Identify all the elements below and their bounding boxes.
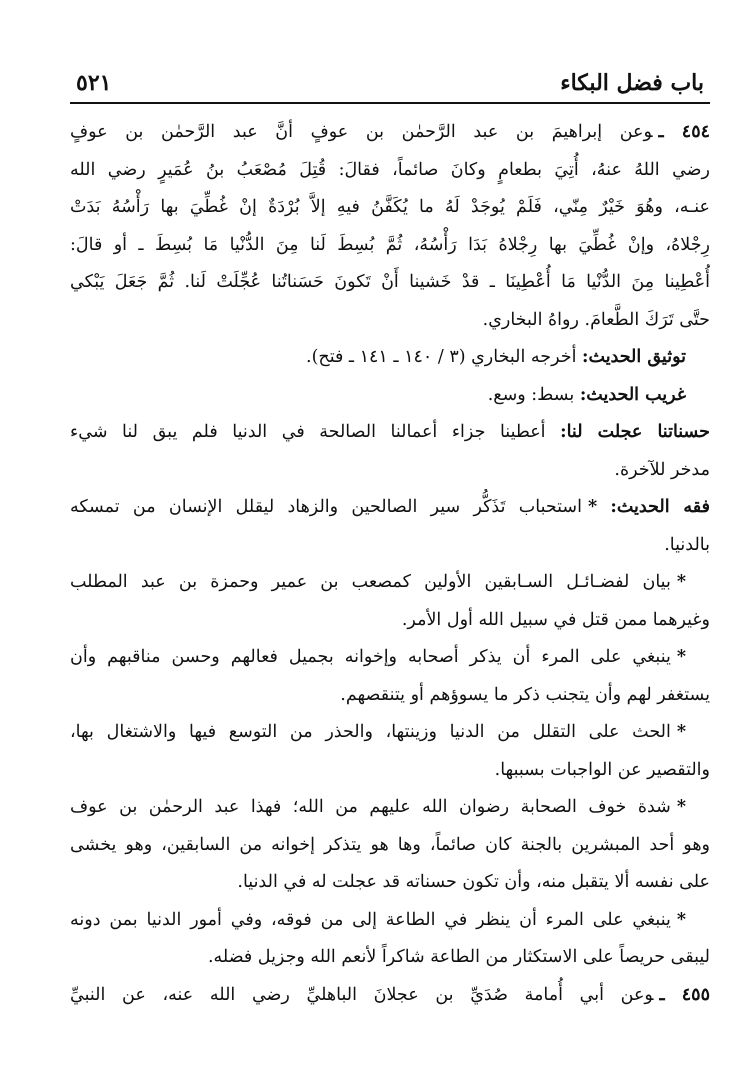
hasanat-line [70, 414, 710, 452]
text-line [70, 902, 710, 940]
bullet-item [70, 902, 710, 977]
text-line: رضي اللهُ عنهُ، أُتِيَ بطعامٍ وكانَ صائماً، فقالَ: قُتِلَ مُصْعَبُ بنُ عُمَيرٍ رضي الله [70, 159, 710, 180]
text-line: حتَّى تَرَكَ الطَّعامَ. رواهُ البخاري. [482, 309, 710, 330]
asterisk-icon: * [676, 647, 686, 667]
bullet-text: الحث على التقلل من الدنيا وزينتها، والحذر من التوسع فيها والاشتغال بها، [70, 722, 671, 742]
hadith-455 [70, 977, 710, 1015]
tawtheeq-line [70, 339, 710, 377]
page-header [70, 70, 710, 104]
asterisk-icon: * [587, 497, 598, 517]
text-line [70, 789, 710, 827]
bullet-item [70, 639, 710, 714]
text-line [70, 114, 710, 152]
page-body [70, 114, 710, 1014]
ghareeb-label: غريب الحديث: [579, 384, 686, 405]
text-line [70, 714, 710, 752]
bullet-text: بيان لفضـائـل السـابقين الأولين كمصعب بن عمير وحمزة بن عبد المطلب [70, 572, 671, 592]
bullet-item [70, 564, 710, 639]
text-line [70, 639, 710, 677]
hasanat-label: حسناتنا عجلت لنا: [560, 422, 710, 442]
bullet-text: ينبغي على المرء أن يذكر أصحابه وإخوانه بجميل فعالهم وحسن مناقبهم وأن [70, 647, 671, 667]
fiqh-label: فقه الحديث: [610, 497, 710, 517]
text-line: وغيرهما ممن قتل في سبيل الله أول الأمر. [401, 609, 710, 630]
text-line: رِجْلاهُ، وإنْ غُطِّيَ بها رِجْلاهُ بَدَا رَأْسُهُ، ثُمَّ بُسِطَ لَنا مِنَ الدُّنْيا مَا بُسِطَ ـ أو قالَ: [70, 234, 710, 255]
asterisk-icon: * [676, 909, 686, 930]
chapter-title: باب فضل البكاء [560, 70, 704, 96]
asterisk-icon: * [676, 797, 686, 817]
hasanat-text: أعطينا جزاء أعمالنا الصالحة في الدنيا فلم يبق لنا شيء [70, 422, 546, 442]
text-line [70, 564, 710, 602]
text-line: عنـه، وهُوَ خَيْرٌ مِنّي، فَلَمْ يُوجَدْ لَهُ ما يُكَفَّنُ فيهِ إلاَّ بُرْدَةٌ إنْ غُطِّيَ بها رَأْسُهُ بَدَتْ [70, 197, 710, 217]
hadith-number: ٤٥٥ ـ [659, 984, 710, 1005]
text-line: والتقصير عن الواجبات بسببها. [494, 759, 710, 780]
text-line: يستغفر لهم وأن يتجنب ذكر ما يسوؤهم أو يتنقصهم. [340, 684, 710, 705]
hadith-454 [70, 114, 710, 339]
text-line: على نفسه ألا يتقبل منه، وأن تكون حسناته قد عجلت له في الدنيا. [237, 872, 710, 892]
book-page [70, 70, 710, 1014]
text-line: وهو أحد المبشرين بالجنة كان صائماً، وها هو يتذكر إخوانه من السابقين، وهو يخشى [70, 834, 710, 855]
bullet-item [70, 714, 710, 789]
bullet-item [70, 789, 710, 902]
asterisk-icon: * [676, 572, 686, 592]
text-line: أُعْطِينا مِنَ الدُّنْيا مَا أُعْطِينَا ـ قدْ خَشينا أَنْ تَكونَ حَسَناتُنا عُجِّلَتْ لَنا. ثُمَّ جَعَلَ يَبْكي [70, 272, 710, 292]
fiqh-line [70, 489, 710, 527]
ghareeb-line [70, 377, 710, 415]
text-line: بالدنيا. [664, 534, 710, 555]
hadith-text: وعن أبي أُمامة صُدَيِّ بن عجلانَ الباهليِّ رضي الله عنه، عن النبيِّ [70, 984, 654, 1005]
tawtheeq-label: توثيق الحديث: [582, 347, 686, 367]
page-number: ٥٢١ [76, 70, 112, 96]
tawtheeq-text: أخرجه البخاري (٣ / ١٤٠ ـ ١٤١ ـ فتح). [306, 347, 577, 367]
hadith-text: وعن إبراهيمَ بن عبد الرَّحمٰن بن عوفٍ أنَّ عبد الرَّحمٰن بن عوفٍ [70, 122, 653, 142]
bullet-text: شدة خوف الصحابة رضوان الله عليهم من الله؛ فهذا عبد الرحمٰن بن عوف [70, 797, 671, 817]
asterisk-icon: * [676, 722, 686, 742]
text-line: مدخر للآخرة. [614, 459, 710, 480]
text-line: ليبقى حريصاً على الاستكثار من الطاعة شاكراً لأنعم الله وجزيل فضله. [207, 947, 710, 967]
fiqh-text: استحباب تَذَكُّر سير الصالحين والزهاد ليقلل الإنسان من تمسكه [70, 497, 582, 517]
ghareeb-text: بسط: وسع. [487, 384, 575, 405]
bullet-text: ينبغي على المرء أن ينظر في الطاعة إلى من فوقه، وفي أمور الدنيا بمن دونه [70, 909, 671, 930]
hadith-number: ٤٥٤ ـ [658, 122, 710, 142]
